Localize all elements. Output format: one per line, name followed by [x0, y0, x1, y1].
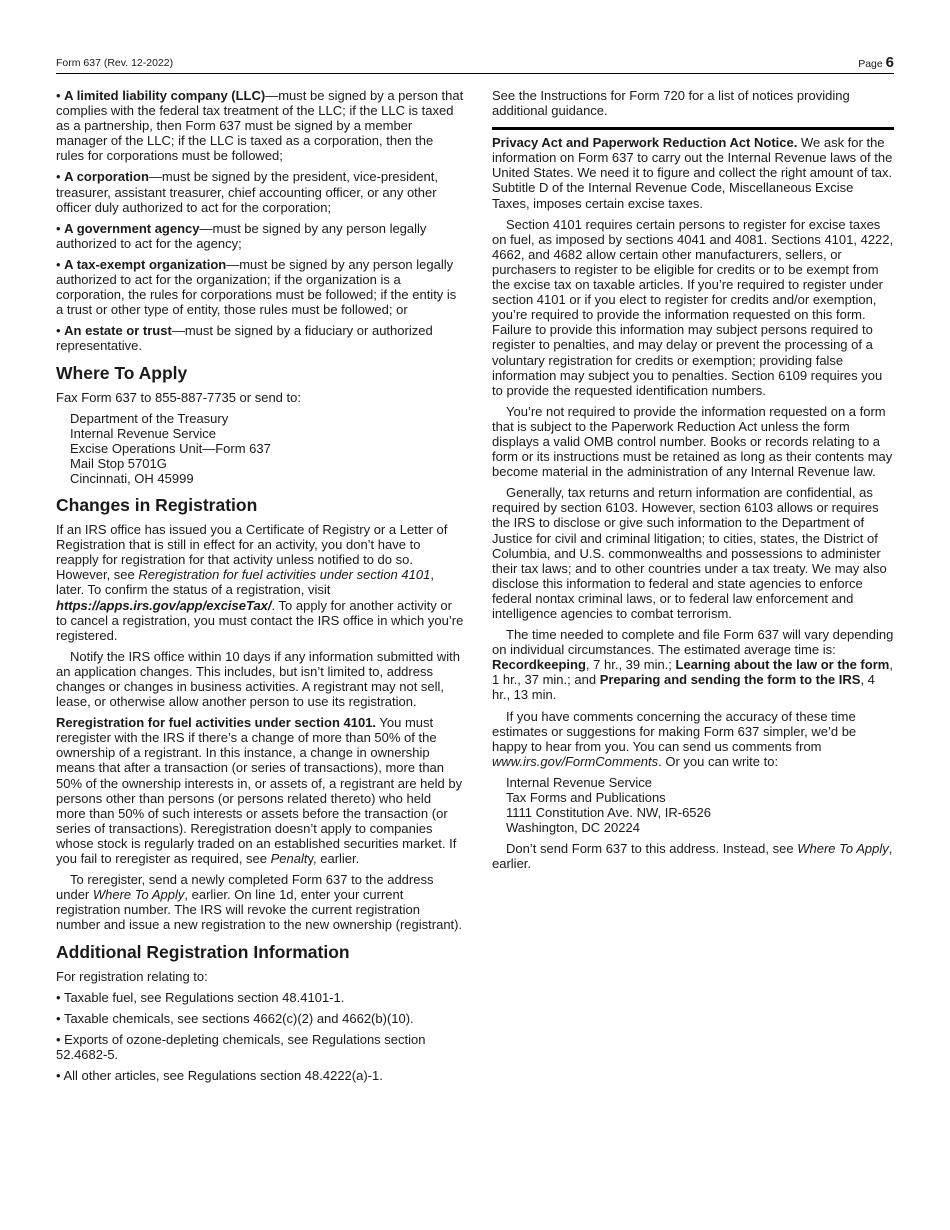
reregistration-paragraph: Reregistration for fuel activities under section 4101. You must reregister with the IRS if there’s a change of more than 50% of the ownership of a registrant. In this instance, a change in ownership means that after a transaction (or series of transactions), more than 50% of the ownership interests in, or assets of, a registrant are held by persons other than persons (or persons related thereto) who held more than 50% of such interests or assets before the transaction (or series of transactions). Reregistration doesn’t apply to companies whose stock is regularly traded on an established securities market. If you fail to reregister as required, see Penalty, earlier.	[56, 715, 463, 867]
signer-government-agency: • A government agency—must be signed by any person legally authorized to act for the agency;	[56, 220, 427, 251]
signer-tax-exempt: • A tax-exempt organization—must be signed by any person legally authorized to act for the organization; if the organization is a corporation, the rules for corporations must be followed; if the entity is a trust or other type of entity, those rules must be followed; or	[56, 256, 457, 318]
changes-heading: Changes in Registration	[56, 495, 258, 516]
where-to-apply-intro: Fax Form 637 to 855-887-7735 or send to:	[56, 389, 301, 405]
list-item: • All other articles, see Regulations section 48.4222(a)-1.	[56, 1067, 383, 1083]
address-line: Internal Revenue Service	[70, 425, 216, 441]
additional-info-heading: Additional Registration Information	[56, 941, 350, 962]
additional-intro: For registration relating to:	[56, 968, 208, 984]
address-line: Excise Operations Unit—Form 637	[70, 440, 271, 456]
address-line: Tax Forms and Publications	[506, 790, 666, 806]
instructions-720-note: See the Instructions for Form 720 for a list of notices providing additional guidance.	[492, 88, 850, 119]
address-line: 1111 Constitution Ave. NW, IR-6526	[506, 805, 711, 821]
privacy-paragraph-2: Section 4101 requires certain persons to register for excise taxes on fuel, as imposed by sections 4041 and 4081. Sections 4101, 4222, 4662, and 4682 allow certain other manufacturers, sellers, or purchasers to register to be eligible for credits or to be exempt from the excise tax on taxable articles. If you’re required to register under section 4101 or if you elect to register for credits and/or exemption, you’re required to provide the information requested on this form. Failure to provide this information may subject persons required to register to penalties, and may delay or prevent the processing of a voluntary registration for credits or exemption; providing false information may subject you to penalties. Section 6109 requires you to provide the requested identification numbers.	[492, 216, 894, 398]
list-item: • Taxable fuel, see Regulations section 48.4101-1.	[56, 989, 345, 1005]
signer-estate-trust: • An estate or trust—must be signed by a fiduciary or authorized representative.	[56, 323, 433, 354]
address-line: Cincinnati, OH 45999	[70, 470, 194, 486]
section-rule	[492, 127, 894, 130]
left-column	[56, 88, 464, 1089]
page-number-value: 6	[885, 54, 894, 71]
reregister-paragraph: To reregister, send a newly completed Form 637 to the address under Where To Apply, earlier. On line 1d, enter your current registration number. The IRS will revoke the current registration number and issue a new registration to the new ownership (registrant).	[56, 872, 463, 933]
page-number	[858, 54, 894, 71]
list-item: • Taxable chemicals, see sections 4662(c)(2) and 4662(b)(10).	[56, 1010, 414, 1026]
excise-tax-link[interactable]: https://apps.irs.gov/app/exciseTax/	[56, 597, 272, 613]
address-line: Internal Revenue Service	[506, 774, 652, 790]
list-item: • Exports of ozone-depleting chemicals, see Regulations section 52.4682-5.	[56, 1031, 426, 1062]
mailing-address	[70, 411, 464, 486]
comments-address	[506, 775, 894, 835]
privacy-paragraph-1: Privacy Act and Paperwork Reduction Act Notice. We ask for the information on Form 637 to carry out the Internal Revenue laws of the United States. We need it to figure and collect the right amount of tax. Subtitle D of the Internal Revenue Code, Miscellaneous Excise Taxes, imposes certain excise taxes.	[492, 135, 893, 211]
right-column	[492, 88, 894, 878]
changes-paragraph-2: Notify the IRS office within 10 days if any information submitted with an application changes. This includes, but isn’t limited to, address changes or changes in business activities. A registrant may not sell, lease, or otherwise allow another person to use its registration.	[56, 648, 460, 710]
signer-llc: • A limited liability company (LLC)—must be signed by a person that complies with the federal tax treatment of the LLC; if the LLC is taxed as a partnership, then Form 637 must be signed by a member manager of the LLC; if the LLC is taxed as a corporation, then the rules for corporations must be followed;	[56, 88, 464, 164]
dont-send-paragraph: Don’t send Form 637 to this address. Instead, see Where To Apply, earlier.	[492, 841, 893, 872]
address-line: Washington, DC 20224	[506, 820, 640, 836]
time-estimates-paragraph: The time needed to complete and file Form 637 will vary depending on individual circumstances. The estimated average time is: Recordkeeping, 7 hr., 39 min.; Learning about the law or the form, 1 hr., 37 min.; and Preparing and sending the form to the IRS, 4 hr., 13 min.	[492, 627, 894, 703]
header-rule	[56, 73, 894, 74]
where-to-apply-heading: Where To Apply	[56, 362, 188, 383]
privacy-paragraph-3: You’re not required to provide the information requested on a form that is subject to the Paperwork Reduction Act unless the form displays a valid OMB control number. Books or records relating to a form or its instructions must be retained as long as their contents may become material in the administration of any Internal Revenue law.	[492, 403, 893, 480]
form-comments-link[interactable]: www.irs.gov/FormComments	[492, 753, 659, 769]
form-identifier: Form 637 (Rev. 12-2022)	[56, 57, 174, 69]
address-line: Department of the Treasury	[70, 410, 229, 426]
signer-corporation: • A corporation—must be signed by the president, vice-president, treasurer, assistant treasurer, chief accounting officer, or any other officer duly authorized to act for the corporation;	[56, 169, 438, 215]
comments-paragraph: If you have comments concerning the accuracy of these time estimates or suggestions for making Form 637 simpler, we’d be happy to hear from you. You can send us comments from www.irs.gov/FormComments. Or you can write to:	[492, 708, 857, 769]
privacy-paragraph-4: Generally, tax returns and return information are confidential, as required by section 6103. However, section 6103 allows or requires the IRS to disclose or give such information to the Department of Justice for civil and criminal litigation; to cities, states, the District of Columbia, and U.S. commonwealths and possessions to administer their tax laws; and to other countries under a tax treaty. We may also disclose this information to federal and state agencies to enforce federal nontax criminal laws, or to federal law enforcement and intelligence agencies to combat terrorism.	[492, 485, 887, 621]
address-line: Mail Stop 5701G	[70, 455, 167, 471]
changes-paragraph-1: If an IRS office has issued you a Certificate of Registry or a Letter of Registration that is still in effect for an activity, you don’t have to reapply for registration for that activity unless notified to do so. However, see Reregistration for fuel activities under section 4101, later. To confirm the status of a registration, visit https://apps.irs.gov/app/exciseTax/. To apply for another activity or to cancel a registration, you must contact the IRS office in which you’re registered.	[56, 522, 464, 643]
page-label: Page	[858, 58, 883, 70]
